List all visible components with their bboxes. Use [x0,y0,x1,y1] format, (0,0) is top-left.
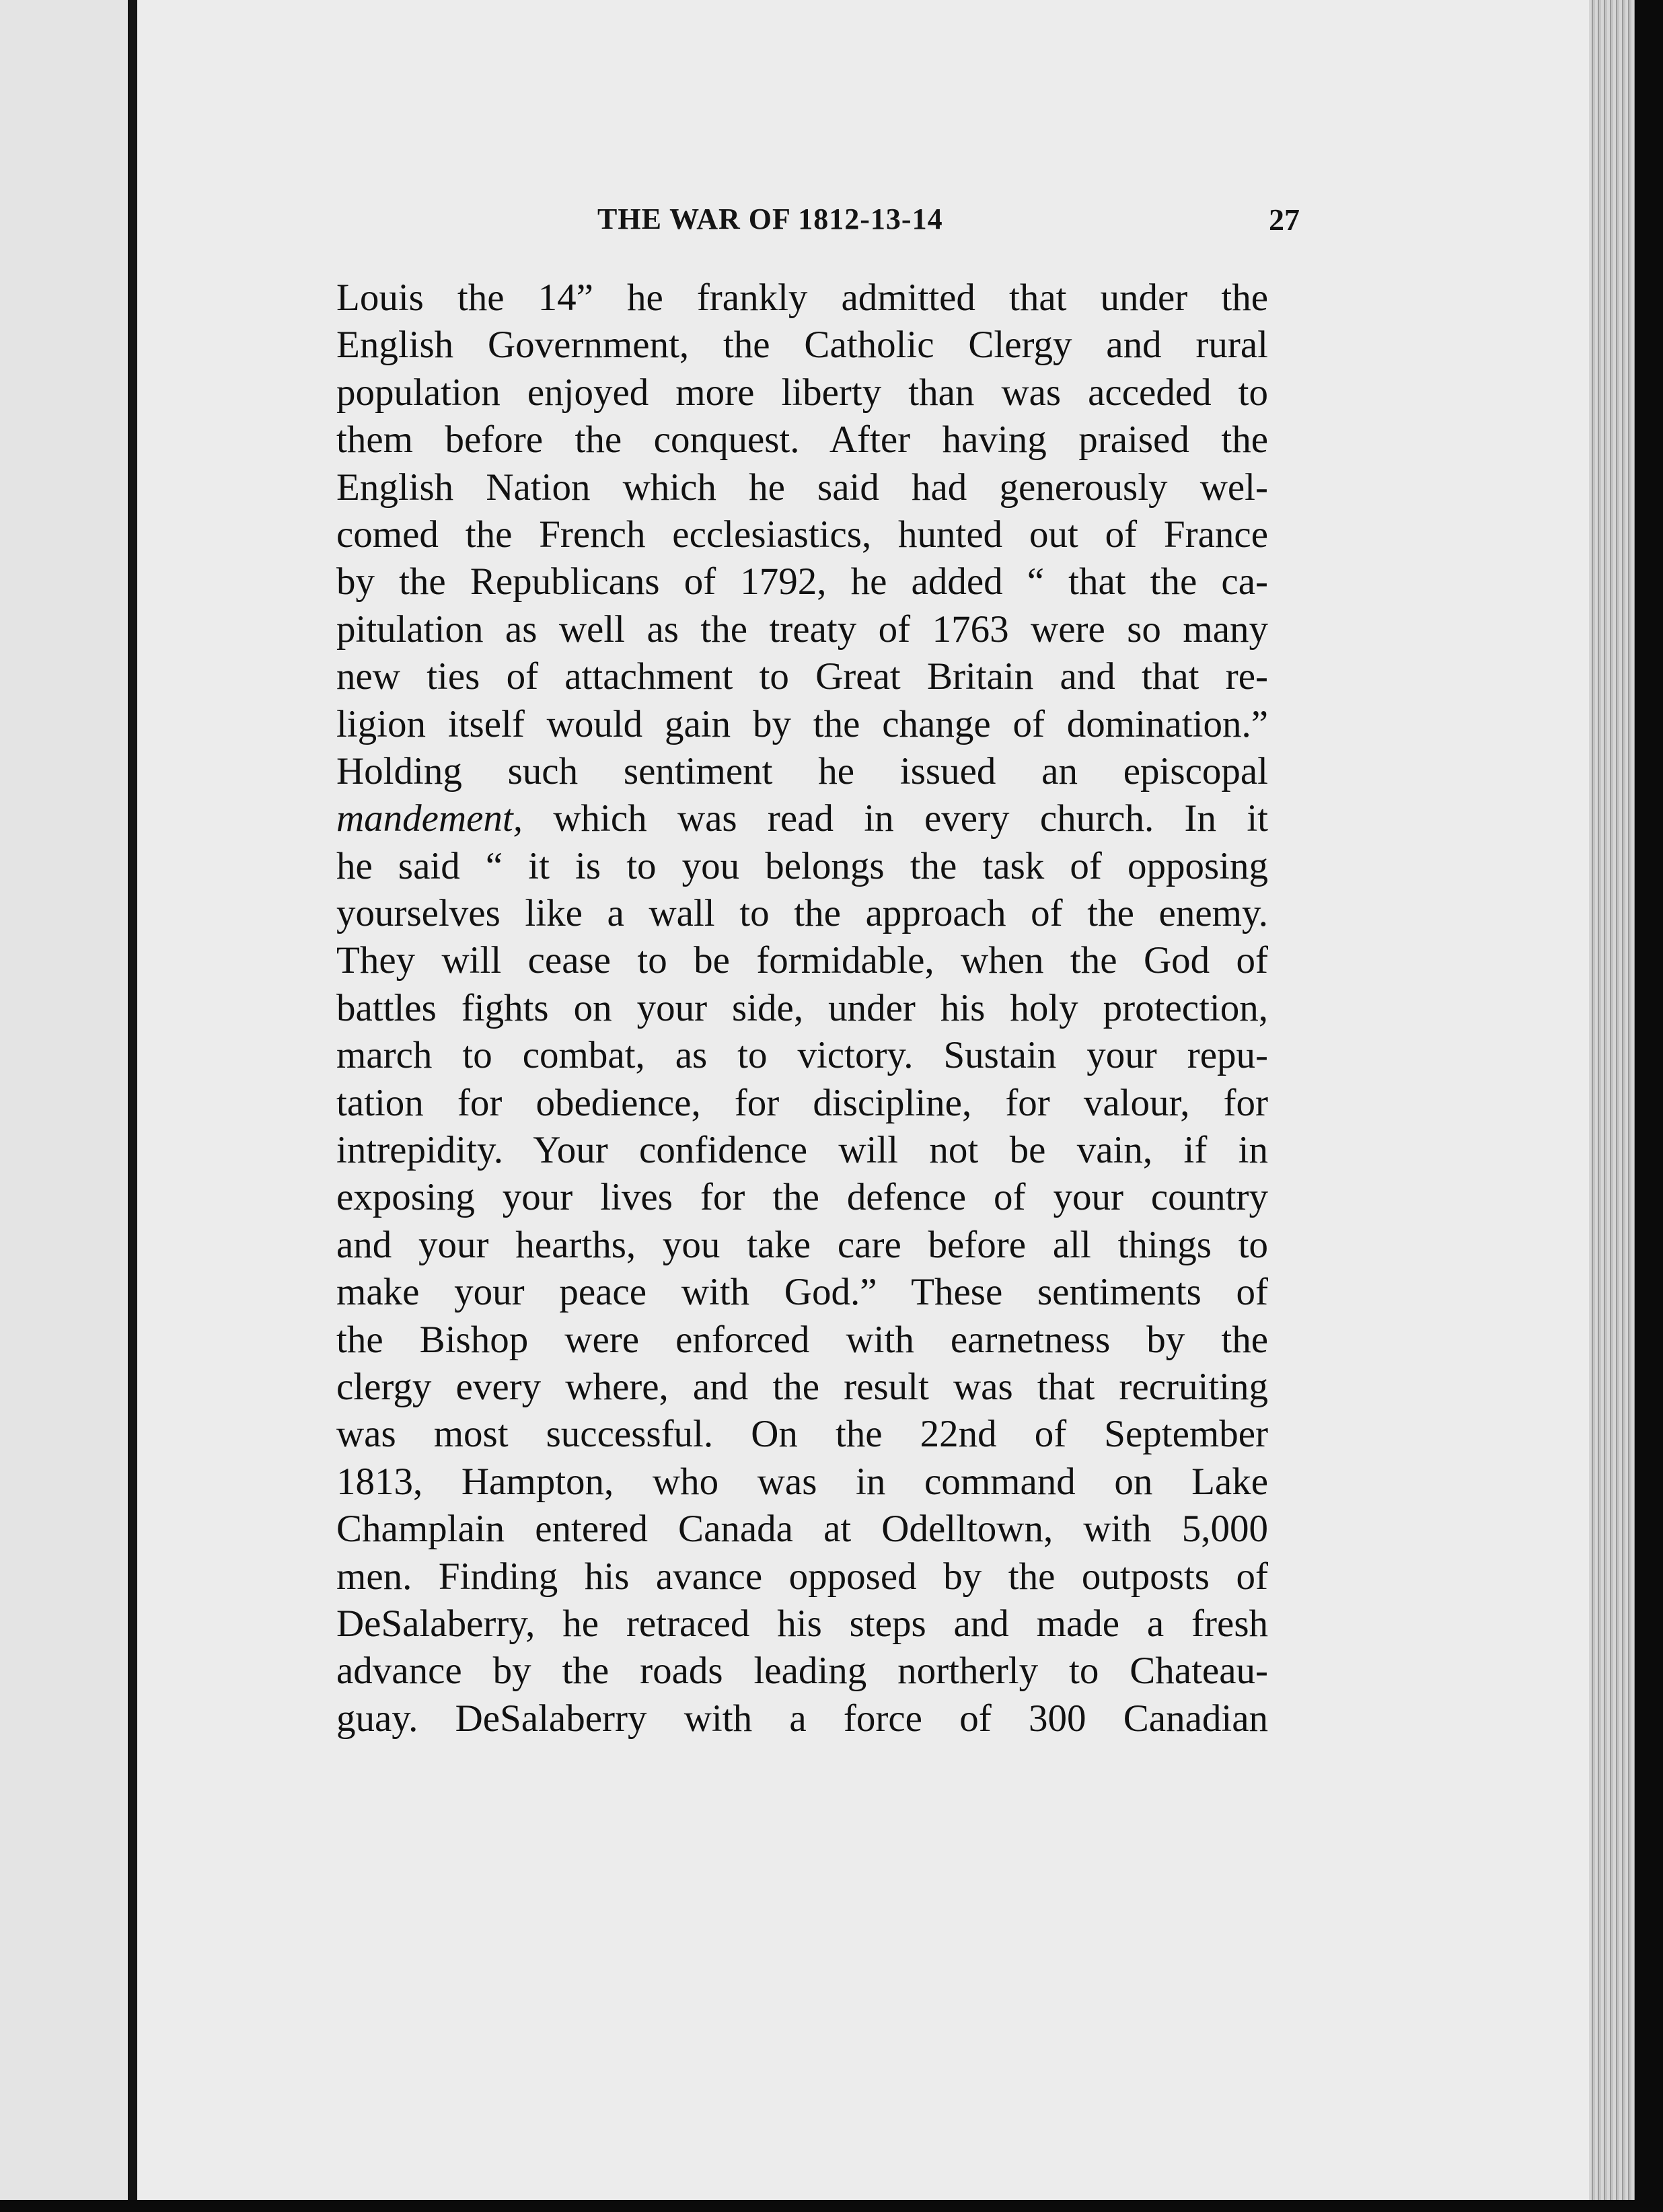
body-text [336,274,1268,1781]
text-line: and your hearths, you take care before all things to [336,1223,1268,1266]
text-line: make your peace with God.” These sentiments of [336,1271,1268,1314]
text-line: new ties of attachment to Great Britain and that re- [336,655,1268,698]
text-line: advance by the roads leading northerly to Chateau- [336,1650,1268,1693]
text-line: English Government, the Catholic Clergy and rural [336,324,1268,367]
text-line: by the Republicans of 1792, he added “ that the ca- [336,560,1268,603]
text-line: them before the conquest. After having praised the [336,418,1268,462]
text-line: yourselves like a wall to the approach of the enemy. [336,892,1268,935]
text-line: exposing your lives for the defence of your country [336,1176,1268,1219]
facing-page-edge [0,0,128,2200]
text-line-mixed [336,795,1268,842]
text-line: DeSalaberry, he retraced his steps and made a fresh [336,1602,1268,1645]
text-line: comed the French ecclesiastics, hunted out of France [336,513,1268,556]
page-number: 27 [1269,202,1300,237]
text-span: which was read in every church. In it [523,797,1268,840]
text-line: They will cease to be formidable, when the God of [336,939,1268,982]
text-line: men. Finding his avance opposed by the outposts of [336,1555,1268,1598]
text-line: guay. DeSalaberry with a force of 300 Canadian [336,1697,1268,1740]
text-line: clergy every where, and the result was that recruiting [336,1365,1268,1408]
text-line: English Nation which he said had generously wel- [336,466,1268,509]
text-line: Holding such sentiment he issued an episcopal [336,749,1268,792]
text-line: march to combat, as to victory. Sustain your repu- [336,1034,1268,1077]
text-line: intrepidity. Your confidence will not be vain, if in [336,1129,1268,1172]
text-line: Champlain entered Canada at Odelltown, with 5,000 [336,1508,1268,1551]
text-line: the Bishop were enforced with earnetness by the [336,1318,1268,1361]
stacked-page-edges [1589,0,1635,2200]
text-line: battles fights on your side, under his holy protection, [336,986,1268,1029]
text-line: ligion itself would gain by the change of domination.” [336,702,1268,745]
text-line: he said “ it is to you belongs the task of opposing [336,844,1268,887]
text-line: Louis the 14” he frankly admitted that under the [336,276,1268,319]
text-line: 1813, Hampton, who was in command on Lake [336,1460,1268,1503]
text-line: pitulation as well as the treaty of 1763 were so many [336,607,1268,651]
text-line: tation for obedience, for discipline, for valour, for [336,1081,1268,1124]
scan-border [0,2200,1663,2212]
italic-word: mandement, [336,797,523,840]
text-line: was most successful. On the 22nd of September [336,1413,1268,1456]
running-head: THE WAR OF 1812-13-14 [597,202,943,235]
book-gutter [128,0,137,2200]
text-line: population enjoyed more liberty than was acceded to [336,371,1268,414]
